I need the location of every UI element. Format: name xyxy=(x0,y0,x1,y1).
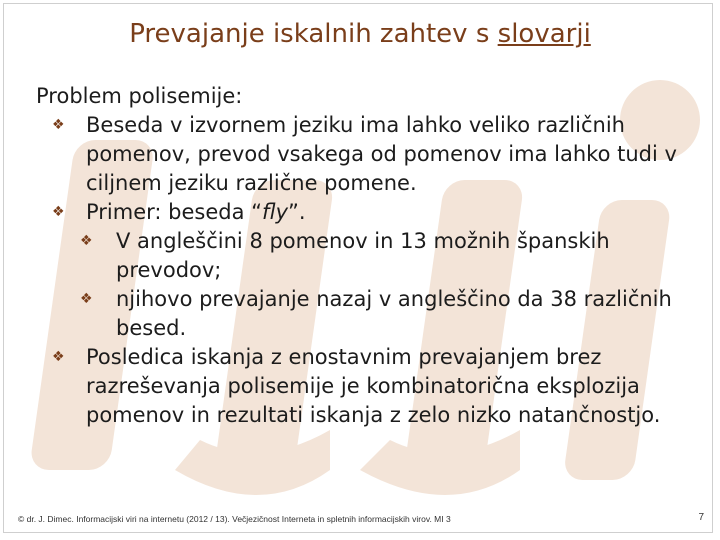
title-underlined-word: slovarji xyxy=(497,19,591,49)
slide-title xyxy=(0,19,720,49)
bullet-item xyxy=(36,198,706,227)
bullet-item xyxy=(36,111,706,198)
diamond-bullet-icon: ❖ xyxy=(80,291,93,307)
diamond-bullet-icon: ❖ xyxy=(52,349,65,365)
bullet-text: Beseda v izvornem jeziku ima lahko veliko različnih pomenov, prevod vsakega od pomenov ima lahko tudi v ciljnem jeziku različne pomene. xyxy=(86,113,677,195)
bullet-item xyxy=(36,343,706,430)
sub-bullet-item xyxy=(36,285,706,343)
diamond-bullet-icon: ❖ xyxy=(52,117,65,133)
footer-text: © dr. J. Dimec. Informacijski viri na internetu (2012 / 13). Večjezičnost Interneta in spletnih informacijskih virov. MI 3 xyxy=(18,514,451,524)
page-number: 7 xyxy=(698,512,704,523)
bullet-text-end: ”. xyxy=(288,200,306,224)
slide-body xyxy=(36,82,706,430)
diamond-bullet-icon: ❖ xyxy=(80,233,93,249)
diamond-bullet-icon: ❖ xyxy=(52,204,65,220)
bullet-text: Primer: beseda “ xyxy=(86,200,263,224)
bullet-text: Posledica iskanja z enostavnim prevajanjem brez razreševanja polisemije je kombinatorična eksplozija pomenov in rezultati iskanja z zelo nizko natančnostjo. xyxy=(86,345,661,427)
sub-bullet-item xyxy=(36,227,706,285)
sub-bullet-text: V angleščini 8 pomenov in 13 možnih španskih prevodov; xyxy=(116,229,610,282)
bullet-italic-word: fly xyxy=(262,200,289,224)
title-text: Prevajanje iskalnih zahtev s xyxy=(129,19,498,49)
sub-bullet-text: njihovo prevajanje nazaj v angleščino da 38 različnih besed. xyxy=(116,287,672,340)
intro-line: Problem polisemije: xyxy=(36,84,243,108)
